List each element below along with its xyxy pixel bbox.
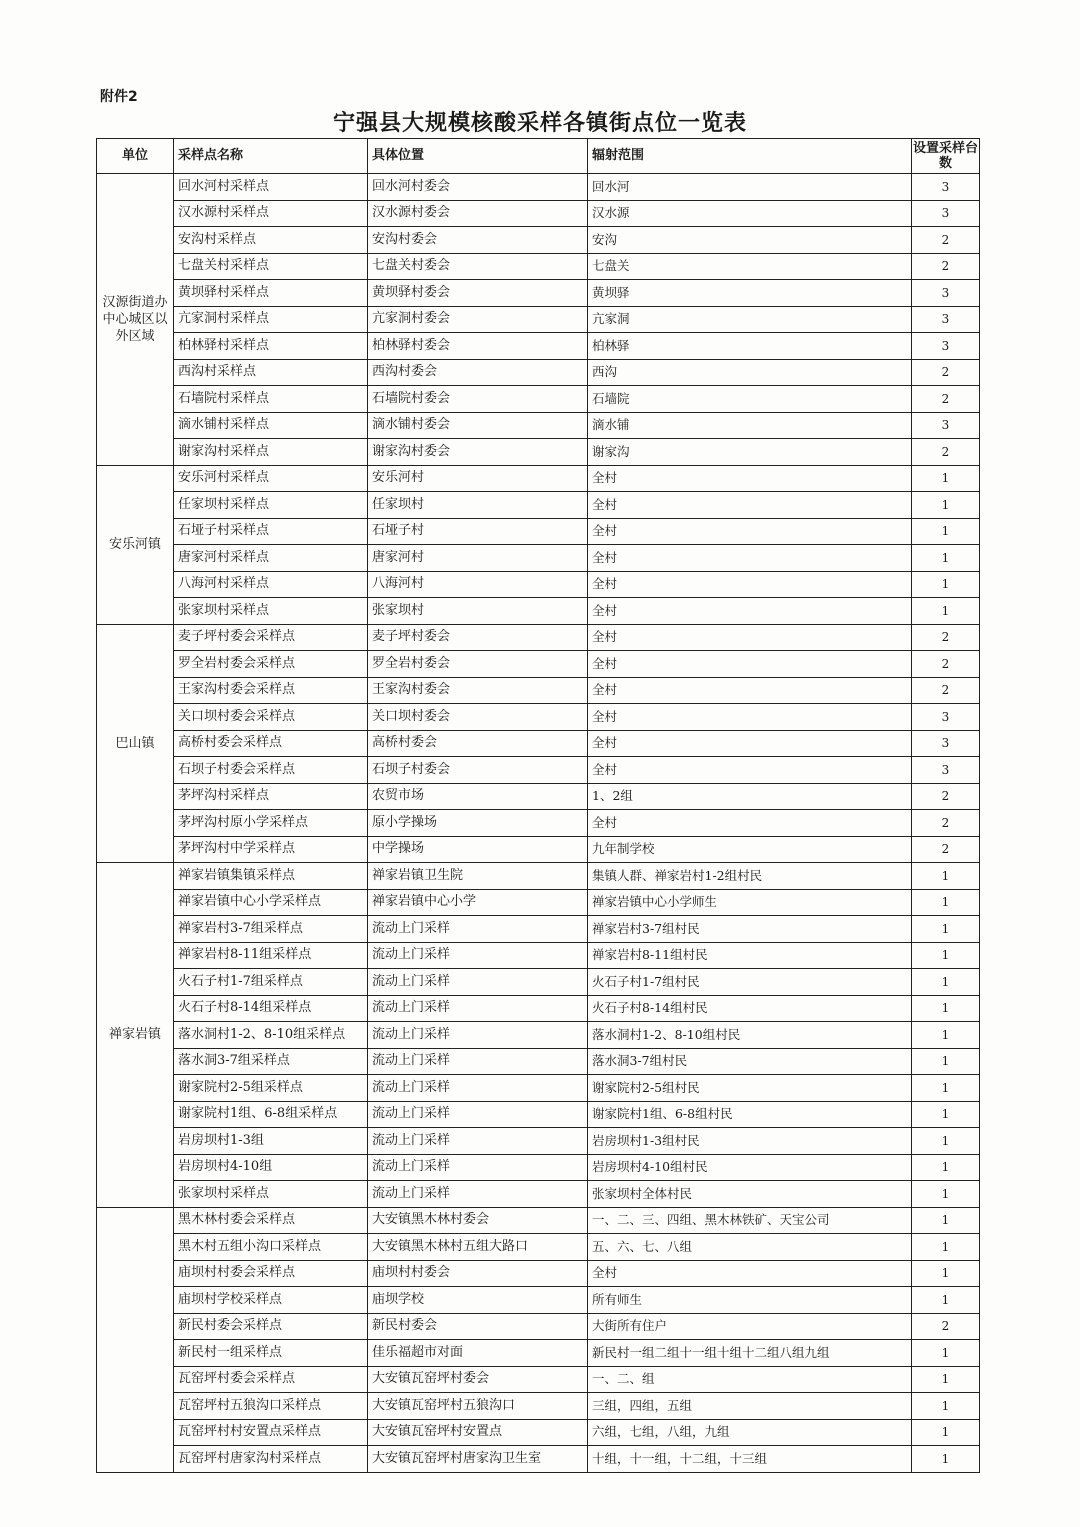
name-cell: 禅家岩镇集镇采样点 (174, 863, 368, 890)
range-cell: 大街所有住户 (588, 1313, 912, 1340)
location-cell: 大安镇瓦窑坪村委会 (368, 1366, 588, 1393)
name-cell: 亢家洞村采样点 (174, 306, 368, 333)
name-cell: 回水河村采样点 (174, 174, 368, 201)
location-cell: 新民村委会 (368, 1313, 588, 1340)
name-cell: 安乐河村采样点 (174, 465, 368, 492)
range-cell: 全村 (588, 730, 912, 757)
table-row (97, 412, 980, 439)
range-cell: 全村 (588, 545, 912, 572)
count-cell: 1 (912, 916, 980, 943)
count-cell: 3 (912, 200, 980, 227)
name-cell: 汉水源村采样点 (174, 200, 368, 227)
table-row (97, 280, 980, 307)
location-cell: 罗全岩村委会 (368, 651, 588, 678)
range-cell: 谢家院村1组、6-8组村民 (588, 1101, 912, 1128)
table-header-row (97, 139, 980, 174)
table-row (97, 1260, 980, 1287)
count-cell: 1 (912, 465, 980, 492)
count-cell: 2 (912, 810, 980, 837)
count-cell: 2 (912, 783, 980, 810)
count-cell: 3 (912, 333, 980, 360)
table-row (97, 1075, 980, 1102)
location-cell: 黄坝驿村委会 (368, 280, 588, 307)
name-cell: 庙坝村村委会采样点 (174, 1260, 368, 1287)
location-cell: 安乐河村 (368, 465, 588, 492)
range-cell: 火石子村8-14组村民 (588, 995, 912, 1022)
table-row (97, 1048, 980, 1075)
count-cell: 2 (912, 836, 980, 863)
count-cell: 3 (912, 412, 980, 439)
count-cell: 2 (912, 677, 980, 704)
location-cell: 滴水铺村委会 (368, 412, 588, 439)
range-cell: 全村 (588, 518, 912, 545)
count-cell: 3 (912, 174, 980, 201)
table-row (97, 1446, 980, 1473)
range-cell: 全村 (588, 651, 912, 678)
location-cell: 亢家洞村委会 (368, 306, 588, 333)
name-cell: 茅坪沟村原小学采样点 (174, 810, 368, 837)
count-cell: 1 (912, 1181, 980, 1208)
range-cell: 柏林驿 (588, 333, 912, 360)
name-cell: 禅家岩村8-11组采样点 (174, 942, 368, 969)
range-cell: 岩房坝村1-3组村民 (588, 1128, 912, 1155)
name-cell: 火石子村1-7组采样点 (174, 969, 368, 996)
count-cell: 2 (912, 624, 980, 651)
count-cell: 1 (912, 1340, 980, 1367)
table-row (97, 1366, 980, 1393)
count-cell: 2 (912, 386, 980, 413)
table-row (97, 677, 980, 704)
count-cell: 1 (912, 1393, 980, 1420)
location-cell: 关口坝村委会 (368, 704, 588, 731)
sampling-table-container (96, 138, 980, 1473)
location-cell: 流动上门采样 (368, 1022, 588, 1049)
table-row (97, 386, 980, 413)
table-row (97, 889, 980, 916)
range-cell: 谢家院村2-5组村民 (588, 1075, 912, 1102)
count-cell: 3 (912, 306, 980, 333)
location-cell: 大安镇瓦窑坪村安置点 (368, 1419, 588, 1446)
name-cell: 岩房坝村4-10组 (174, 1154, 368, 1181)
table-row (97, 704, 980, 731)
location-cell: 庙坝村村委会 (368, 1260, 588, 1287)
count-cell: 1 (912, 1234, 980, 1261)
range-cell: 九年制学校 (588, 836, 912, 863)
range-cell: 亢家洞 (588, 306, 912, 333)
location-cell: 唐家河村 (368, 545, 588, 572)
range-cell: 全村 (588, 598, 912, 625)
name-cell: 禅家岩村3-7组采样点 (174, 916, 368, 943)
range-cell: 全村 (588, 757, 912, 784)
name-cell: 安沟村采样点 (174, 227, 368, 254)
count-cell: 1 (912, 889, 980, 916)
location-cell: 大安镇黑木林村委会 (368, 1207, 588, 1234)
table-body (97, 174, 980, 1473)
table-row (97, 571, 980, 598)
count-cell: 1 (912, 545, 980, 572)
location-cell: 王家沟村委会 (368, 677, 588, 704)
location-cell: 流动上门采样 (368, 1101, 588, 1128)
table-row (97, 1234, 980, 1261)
table-row (97, 1207, 980, 1234)
range-cell: 五、六、七、八组 (588, 1234, 912, 1261)
unit-cell: 禅家岩镇 (97, 863, 174, 1208)
name-cell: 西沟村采样点 (174, 359, 368, 386)
unit-cell: 巴山镇 (97, 624, 174, 863)
table-row (97, 174, 980, 201)
table-row (97, 465, 980, 492)
name-cell: 七盘关村采样点 (174, 253, 368, 280)
location-cell: 农贸市场 (368, 783, 588, 810)
name-cell: 罗全岩村委会采样点 (174, 651, 368, 678)
location-cell: 佳乐福超市对面 (368, 1340, 588, 1367)
location-cell: 流动上门采样 (368, 1154, 588, 1181)
attachment-label: 附件2 (100, 89, 138, 105)
location-cell: 柏林驿村委会 (368, 333, 588, 360)
range-cell: 禅家岩村8-11组村民 (588, 942, 912, 969)
name-cell: 唐家河村采样点 (174, 545, 368, 572)
table-row (97, 359, 980, 386)
count-cell: 3 (912, 280, 980, 307)
count-cell: 1 (912, 1260, 980, 1287)
name-cell: 茅坪沟村中学采样点 (174, 836, 368, 863)
range-cell: 回水河 (588, 174, 912, 201)
range-cell: 一、二、三、四组、黑木林铁矿、天宝公司 (588, 1207, 912, 1234)
range-cell: 汉水源 (588, 200, 912, 227)
table-row (97, 942, 980, 969)
location-cell: 禅家岩镇卫生院 (368, 863, 588, 890)
table-row (97, 757, 980, 784)
range-cell: 落水洞3-7组村民 (588, 1048, 912, 1075)
name-cell: 张家坝村采样点 (174, 1181, 368, 1208)
unit-cell (97, 1207, 174, 1472)
range-cell: 黄坝驿 (588, 280, 912, 307)
count-cell: 2 (912, 253, 980, 280)
table-row (97, 200, 980, 227)
location-cell: 流动上门采样 (368, 1128, 588, 1155)
name-cell: 石垭子村采样点 (174, 518, 368, 545)
table-row (97, 492, 980, 519)
sampling-table (96, 138, 980, 1473)
table-row (97, 518, 980, 545)
count-cell: 2 (912, 651, 980, 678)
name-cell: 谢家院村1组、6-8组采样点 (174, 1101, 368, 1128)
range-cell: 全村 (588, 677, 912, 704)
name-cell: 黑木林村委会采样点 (174, 1207, 368, 1234)
range-cell: 石墙院 (588, 386, 912, 413)
table-row (97, 863, 980, 890)
table-row (97, 333, 980, 360)
table-row (97, 598, 980, 625)
count-cell: 1 (912, 1154, 980, 1181)
name-cell: 瓦窑坪村委会采样点 (174, 1366, 368, 1393)
range-cell: 安沟 (588, 227, 912, 254)
count-cell: 1 (912, 1419, 980, 1446)
range-cell: 岩房坝村4-10组村民 (588, 1154, 912, 1181)
header-location: 具体位置 (368, 139, 588, 174)
name-cell: 张家坝村采样点 (174, 598, 368, 625)
name-cell: 新民村委会采样点 (174, 1313, 368, 1340)
name-cell: 麦子坪村委会采样点 (174, 624, 368, 651)
name-cell: 石坝子村委会采样点 (174, 757, 368, 784)
name-cell: 滴水铺村采样点 (174, 412, 368, 439)
table-row (97, 1287, 980, 1314)
count-cell: 1 (912, 518, 980, 545)
table-row (97, 306, 980, 333)
location-cell: 流动上门采样 (368, 916, 588, 943)
table-row (97, 969, 980, 996)
name-cell: 禅家岩镇中心小学采样点 (174, 889, 368, 916)
range-cell: 十组，十一组，十二组，十三组 (588, 1446, 912, 1473)
table-row (97, 253, 980, 280)
count-cell: 1 (912, 969, 980, 996)
table-row (97, 1181, 980, 1208)
header-count: 设置采样台数 (912, 139, 980, 174)
count-cell: 1 (912, 1075, 980, 1102)
count-cell: 3 (912, 757, 980, 784)
location-cell: 流动上门采样 (368, 1181, 588, 1208)
location-cell: 张家坝村 (368, 598, 588, 625)
page-title: 宁强县大规模核酸采样各镇街点位一览表 (332, 110, 747, 136)
count-cell: 1 (912, 942, 980, 969)
count-cell: 1 (912, 1446, 980, 1473)
range-cell: 所有师生 (588, 1287, 912, 1314)
count-cell: 1 (912, 1048, 980, 1075)
count-cell: 1 (912, 1101, 980, 1128)
count-cell: 1 (912, 598, 980, 625)
name-cell: 岩房坝村1-3组 (174, 1128, 368, 1155)
range-cell: 滴水铺 (588, 412, 912, 439)
location-cell: 流动上门采样 (368, 969, 588, 996)
name-cell: 黄坝驿村采样点 (174, 280, 368, 307)
location-cell: 中学操场 (368, 836, 588, 863)
table-row (97, 730, 980, 757)
location-cell: 七盘关村委会 (368, 253, 588, 280)
range-cell: 西沟 (588, 359, 912, 386)
name-cell: 瓦窑坪村五狼沟口采样点 (174, 1393, 368, 1420)
table-row (97, 1340, 980, 1367)
location-cell: 高桥村委会 (368, 730, 588, 757)
table-row (97, 1154, 980, 1181)
range-cell: 全村 (588, 571, 912, 598)
count-cell: 1 (912, 571, 980, 598)
table-row (97, 783, 980, 810)
location-cell: 流动上门采样 (368, 1075, 588, 1102)
range-cell: 全村 (588, 810, 912, 837)
name-cell: 八海河村采样点 (174, 571, 368, 598)
name-cell: 庙坝村学校采样点 (174, 1287, 368, 1314)
range-cell: 全村 (588, 704, 912, 731)
table-row (97, 1128, 980, 1155)
table-row (97, 439, 980, 466)
location-cell: 八海河村 (368, 571, 588, 598)
location-cell: 回水河村委会 (368, 174, 588, 201)
name-cell: 柏林驿村采样点 (174, 333, 368, 360)
name-cell: 任家坝村采样点 (174, 492, 368, 519)
table-row (97, 1101, 980, 1128)
name-cell: 石墙院村采样点 (174, 386, 368, 413)
location-cell: 西沟村委会 (368, 359, 588, 386)
table-row (97, 624, 980, 651)
count-cell: 2 (912, 359, 980, 386)
location-cell: 麦子坪村委会 (368, 624, 588, 651)
count-cell: 1 (912, 1287, 980, 1314)
range-cell: 1、2组 (588, 783, 912, 810)
range-cell: 全村 (588, 465, 912, 492)
name-cell: 新民村一组采样点 (174, 1340, 368, 1367)
location-cell: 禅家岩镇中心小学 (368, 889, 588, 916)
range-cell: 全村 (588, 1260, 912, 1287)
unit-cell: 安乐河镇 (97, 465, 174, 624)
table-row (97, 916, 980, 943)
location-cell: 大安镇瓦窑坪村五狼沟口 (368, 1393, 588, 1420)
location-cell: 石坝子村委会 (368, 757, 588, 784)
location-cell: 流动上门采样 (368, 1048, 588, 1075)
range-cell: 三组，四组，五组 (588, 1393, 912, 1420)
name-cell: 茅坪沟村采样点 (174, 783, 368, 810)
name-cell: 高桥村委会采样点 (174, 730, 368, 757)
table-row (97, 1022, 980, 1049)
count-cell: 2 (912, 227, 980, 254)
count-cell: 3 (912, 704, 980, 731)
location-cell: 大安镇瓦窑坪村唐家沟卫生室 (368, 1446, 588, 1473)
unit-cell: 汉源街道办中心城区以外区域 (97, 174, 174, 466)
name-cell: 瓦窑坪村村安置点采样点 (174, 1419, 368, 1446)
table-row (97, 227, 980, 254)
range-cell: 集镇人群、禅家岩村1-2组村民 (588, 863, 912, 890)
table-row (97, 810, 980, 837)
header-unit: 单位 (97, 139, 174, 174)
range-cell: 火石子村1-7组村民 (588, 969, 912, 996)
table-row (97, 1313, 980, 1340)
table-row (97, 1393, 980, 1420)
range-cell: 禅家岩镇中心小学师生 (588, 889, 912, 916)
location-cell: 流动上门采样 (368, 995, 588, 1022)
count-cell: 2 (912, 439, 980, 466)
location-cell: 原小学操场 (368, 810, 588, 837)
range-cell: 全村 (588, 492, 912, 519)
table-row (97, 836, 980, 863)
location-cell: 石墙院村委会 (368, 386, 588, 413)
count-cell: 1 (912, 863, 980, 890)
count-cell: 1 (912, 1207, 980, 1234)
name-cell: 黑木村五组小沟口采样点 (174, 1234, 368, 1261)
count-cell: 2 (912, 1313, 980, 1340)
location-cell: 庙坝学校 (368, 1287, 588, 1314)
location-cell: 安沟村委会 (368, 227, 588, 254)
count-cell: 1 (912, 492, 980, 519)
table-row (97, 1419, 980, 1446)
count-cell: 1 (912, 995, 980, 1022)
range-cell: 张家坝村全体村民 (588, 1181, 912, 1208)
table-row (97, 545, 980, 572)
table-row (97, 995, 980, 1022)
count-cell: 1 (912, 1366, 980, 1393)
range-cell: 落水洞村1-2、8-10组村民 (588, 1022, 912, 1049)
location-cell: 汉水源村委会 (368, 200, 588, 227)
name-cell: 关口坝村委会采样点 (174, 704, 368, 731)
location-cell: 石垭子村 (368, 518, 588, 545)
name-cell: 火石子村8-14组采样点 (174, 995, 368, 1022)
name-cell: 谢家沟村采样点 (174, 439, 368, 466)
range-cell: 六组，七组，八组，九组 (588, 1419, 912, 1446)
location-cell: 大安镇黑木林村五组大路口 (368, 1234, 588, 1261)
name-cell: 王家沟村委会采样点 (174, 677, 368, 704)
range-cell: 一、二、组 (588, 1366, 912, 1393)
location-cell: 谢家沟村委会 (368, 439, 588, 466)
name-cell: 瓦窑坪村唐家沟村采样点 (174, 1446, 368, 1473)
location-cell: 任家坝村 (368, 492, 588, 519)
name-cell: 谢家院村2-5组采样点 (174, 1075, 368, 1102)
range-cell: 七盘关 (588, 253, 912, 280)
range-cell: 谢家沟 (588, 439, 912, 466)
name-cell: 落水洞村1-2、8-10组采样点 (174, 1022, 368, 1049)
count-cell: 1 (912, 1128, 980, 1155)
location-cell: 流动上门采样 (368, 942, 588, 969)
header-name: 采样点名称 (174, 139, 368, 174)
header-range: 辐射范围 (588, 139, 912, 174)
table-row (97, 651, 980, 678)
range-cell: 禅家岩村3-7组村民 (588, 916, 912, 943)
count-cell: 3 (912, 730, 980, 757)
range-cell: 全村 (588, 624, 912, 651)
count-cell: 1 (912, 1022, 980, 1049)
range-cell: 新民村一组二组十一组十组十二组八组九组 (588, 1340, 912, 1367)
name-cell: 落水洞3-7组采样点 (174, 1048, 368, 1075)
